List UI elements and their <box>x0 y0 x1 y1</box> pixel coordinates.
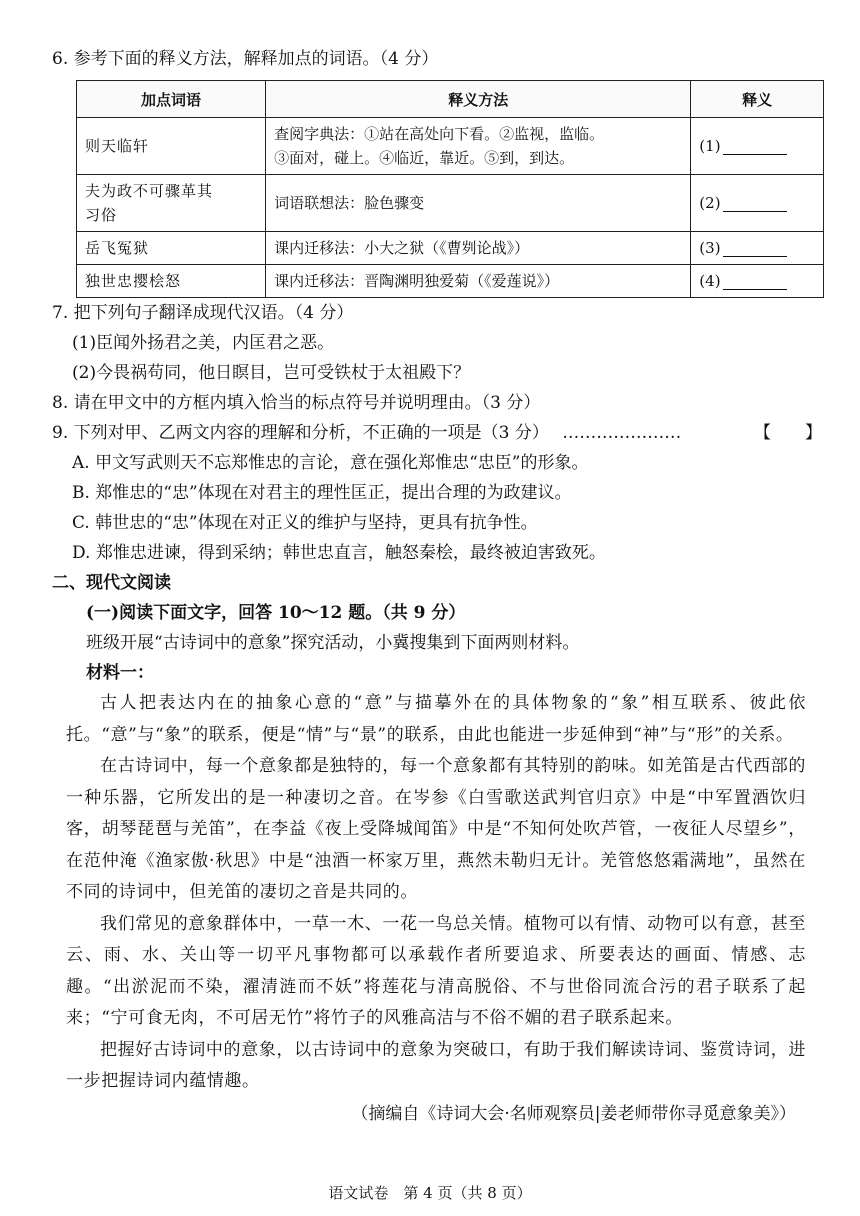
method-text-line: 查阅字典法：①站在高处向下看。②监视，监临。 <box>274 125 605 143</box>
question-7-sentence-2: (2)今畏祸苟同，他日瞑目，岂可受铁杖于太祖殿下？ <box>72 363 471 383</box>
word-cell: 独世忠撄桧怒 <box>77 265 266 298</box>
table-row <box>77 175 824 232</box>
section-2-subtitle: (一)阅读下面文字，回答 10～12 题。（共 9 分） <box>86 603 466 623</box>
word-cell <box>77 175 266 232</box>
table-header-row <box>77 81 824 118</box>
material-label: 材料一： <box>86 663 154 683</box>
question-9-title: 9. 下列对甲、乙两文内容的理解和分析，不正确的一项是（3 分） <box>52 423 549 443</box>
method-cell: 词语联想法：脸色骤变 <box>266 175 691 232</box>
method-cell <box>266 118 691 175</box>
method-cell: 课内迁移法：晋陶渊明独爱菊（《爱莲说》） <box>266 265 691 298</box>
answer-blank[interactable] <box>723 138 787 155</box>
answer-label: (3) <box>699 239 721 257</box>
question-7-sentence-1: (1)臣闻外扬君之美，内匡君之恶。 <box>72 333 335 353</box>
method-text-line: ③面对，碰上。④临近，靠近。⑤到，到达。 <box>274 149 575 167</box>
answer-cell[interactable] <box>691 118 824 175</box>
question-9-leader-dots: ………………… <box>562 423 682 443</box>
table-row <box>77 118 824 175</box>
answer-blank[interactable] <box>723 195 787 212</box>
word-text-line: 习俗 <box>85 206 118 224</box>
word-cell: 则天临轩 <box>77 118 266 175</box>
answer-blank[interactable] <box>723 240 787 257</box>
answer-blank[interactable] <box>723 273 787 290</box>
header-word: 加点词语 <box>77 81 266 118</box>
question-7-title: 7. 把下列句子翻译成现代汉语。（4 分） <box>52 303 354 323</box>
option-a: A. 甲文写武则天不忘郑惟忠的言论，意在强化郑惟忠“忠臣”的形象。 <box>72 453 589 473</box>
answer-label: (4) <box>699 272 721 290</box>
definition-table <box>76 80 824 298</box>
header-method: 释义方法 <box>266 81 691 118</box>
question-9-line <box>52 418 822 448</box>
header-meaning: 释义 <box>691 81 824 118</box>
question-8-title: 8. 请在甲文中的方框内填入恰当的标点符号并说明理由。（3 分） <box>52 393 541 413</box>
passage-paragraph-1: 古人把表达内在的抽象心意的“意”与描摹外在的具体物象的“象”相互联系、彼此依托。“意”与“象”的联系，便是“情”与“景”的联系，由此也能进一步延伸到“神”与“形”的关系。 <box>66 693 806 745</box>
table-row <box>77 265 824 298</box>
option-b: B. 郑惟忠的“忠”体现在对君主的理性匡正，提出合理的为政建议。 <box>72 483 572 503</box>
page-footer: 语文试卷 第 4 页（共 8 页） <box>328 1184 532 1202</box>
option-c: C. 韩世忠的“忠”体现在对正义的维护与坚持，更具有抗争性。 <box>72 513 538 533</box>
option-d: D. 郑惟忠进谏，得到采纳；韩世忠直言，触怒秦桧，最终被迫害致死。 <box>72 543 606 563</box>
passage-paragraph-4: 把握好古诗词中的意象，以古诗词中的意象为突破口，有助于我们解读诗词、鉴赏诗词，进一步把握诗词内蕴情趣。 <box>66 1039 806 1091</box>
answer-cell[interactable] <box>691 175 824 232</box>
answer-label: (2) <box>699 194 721 212</box>
question-6-title: 6. 参考下面的释义方法，解释加点的词语。（4 分） <box>52 49 439 69</box>
passage-paragraph-2: 在古诗词中，每一个意象都是独特的，每一个意象都有其特别的韵味。如羌笛是古代西部的一种乐器，它所发出的是一种凄切之音。在岑参《白雪歌送武判官归京》中是“中军置酒饮归客，胡琴琵琶与羌笛”，在李益《夜上受降城闻笛》中是“不知何处吹芦管，一夜征人尽望乡”，在范仲淹《渔家傲·秋思》中是“浊酒一杯家万里，燕然未勒归无计。羌管悠悠霜满地”，虽然在不同的诗词中，但羌笛的凄切之音是共同的。 <box>66 756 806 902</box>
method-cell: 课内迁移法：小大之狱（《曹刿论战》） <box>266 232 691 265</box>
word-text-line: 夫为政不可骤革其 <box>85 182 214 200</box>
answer-label: (1) <box>699 137 721 155</box>
answer-cell[interactable] <box>691 265 824 298</box>
passage-paragraph-3: 我们常见的意象群体中，一草一木、一花一鸟总关情。植物可以有情、动物可以有意，甚至云、雨、水、关山等一切平凡事物都可以承载作者所要追求、所要表达的画面、情感、志趣。“出淤泥而不染，濯清涟而不妖”将莲花与清高脱俗、不与世俗同流合污的君子联系了起来；“宁可食无肉，不可居无竹”将竹子的风雅高洁与不俗不媚的君子联系起来。 <box>66 913 806 1028</box>
table-row <box>77 232 824 265</box>
section-2-title: 二、现代文阅读 <box>52 573 171 593</box>
answer-bracket[interactable]: 【 】 <box>754 423 822 443</box>
word-cell: 岳飞冤狱 <box>77 232 266 265</box>
activity-intro: 班级开展“古诗词中的意象”探究活动，小冀搜集到下面两则材料。 <box>86 633 580 653</box>
source-citation: （摘编自《诗词大会·名师观察员|姜老师带你寻觅意象美》） <box>351 1103 796 1124</box>
answer-cell[interactable] <box>691 232 824 265</box>
